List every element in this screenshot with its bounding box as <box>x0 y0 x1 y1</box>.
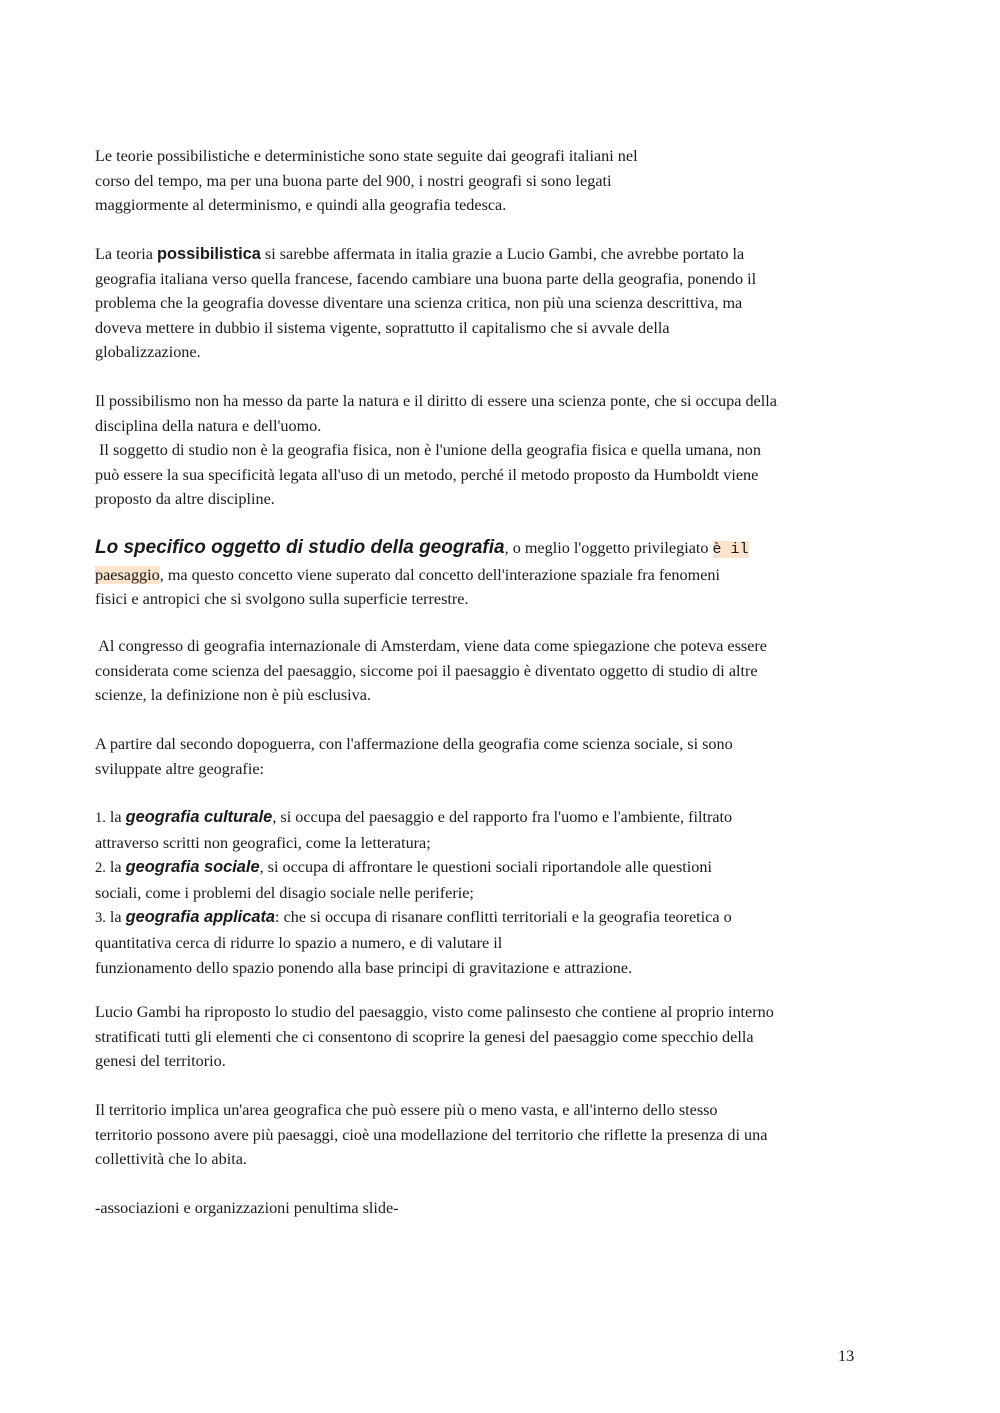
paragraph-teorie <box>95 144 885 218</box>
text-line: funzionamento dello spazio ponendo alla base principi di gravitazione e attrazione. <box>95 958 633 977</box>
text-line: sociali, come i problemi del disagio sociale nelle periferie; <box>95 883 474 902</box>
list-number: 2. <box>95 860 106 877</box>
text-line: corso del tempo, ma per una buona parte del 900, i nostri geografi si sono legati <box>95 171 612 190</box>
text-run: : che si occupa di risanare conflitti territoriali e la geografia teoretica o <box>275 908 732 927</box>
text-line: disciplina della natura e dell'uomo. <box>95 416 322 435</box>
text-line: può essere la sua specificità legata all'uso di un metodo, perché il metodo proposto da Humboldt viene <box>95 465 759 484</box>
paragraph-possibilismo <box>95 389 885 512</box>
text-line: geografia italiana verso quella francese, facendo cambiare una buona parte della geografia, ponendo il <box>95 269 757 288</box>
text-line: Lucio Gambi ha riproposto lo studio del paesaggio, visto come palinsesto che contiene al proprio interno <box>95 1003 774 1021</box>
text-run: , o meglio l'oggetto privilegiato <box>504 539 713 557</box>
page-number: 13 <box>838 1347 855 1365</box>
text-line: -associazioni e organizzazioni penultima slide- <box>95 1199 399 1217</box>
text-line: Al congresso di geografia internazionale di Amsterdam, viene data come spiegazione che poteva essere <box>95 637 767 655</box>
text-run: la <box>105 808 126 826</box>
keyword-geografia-sociale: geografia sociale <box>125 858 260 877</box>
list-item <box>95 855 885 881</box>
geografie-list <box>95 805 885 980</box>
list-item <box>95 805 885 831</box>
text-line: attraverso scritti non geografici, come la letteratura; <box>95 833 431 852</box>
text-run: La teoria <box>95 245 158 263</box>
paragraph-congresso <box>95 634 885 708</box>
text-line: A partire dal secondo dopoguerra, con l'affermazione della geografia come scienza sociale, si sono <box>95 735 733 753</box>
paragraph-territorio <box>95 1098 885 1172</box>
highlighted-text: paesaggio <box>95 565 160 584</box>
section-heading: Lo specifico oggetto di studio della geografia <box>95 537 505 558</box>
paragraph-note <box>95 1196 885 1221</box>
text-line: Il territorio implica un'area geografica che può essere più o meno vasta, e all'interno dello stesso <box>95 1101 718 1119</box>
highlighted-text: è il <box>712 541 749 558</box>
text-line: doveva mettere in dubbio il sistema vigente, soprattutto il capitalismo che si avvale della <box>95 318 670 337</box>
list-number: 3. <box>95 910 106 927</box>
keyword-geografia-applicata: geografia applicata <box>125 908 276 927</box>
paragraph-dopoguerra <box>95 732 885 781</box>
text-line <box>95 563 885 588</box>
text-line: stratificati tutti gli elementi che ci consentono di scoprire la genesi del paesaggio come specchio della <box>95 1027 754 1046</box>
text-line <box>95 242 885 267</box>
text-line: fisici e antropici che si svolgono sulla superficie terrestre. <box>95 590 469 609</box>
text-line: territorio possono avere più paesaggi, cioè una modellazione del territorio che riflette la presenza di una <box>95 1125 768 1144</box>
list-item <box>95 905 885 931</box>
text-line: genesi del territorio. <box>95 1052 226 1071</box>
text-line: collettività che lo abita. <box>95 1150 247 1169</box>
text-line: considerata come scienza del paesaggio, siccome poi il paesaggio è diventato oggetto di studio di altre <box>95 661 758 680</box>
text-run: la <box>105 908 126 927</box>
text-run: , ma questo concetto viene superato dal concetto dell'interazione spaziale fra fenomeni <box>159 565 720 584</box>
paragraph-oggetto-studio <box>95 536 885 612</box>
text-line: quantitativa cerca di ridurre lo spazio a numero, e di valutare il <box>95 933 503 952</box>
list-number: 1. <box>95 810 106 826</box>
text-run: si sarebbe affermata in italia grazie a Lucio Gambi, che avrebbe portato la <box>260 245 745 263</box>
text-line: scienze, la definizione non è più esclusiva. <box>95 686 371 705</box>
text-run: , si occupa del paesaggio e del rapporto fra l'uomo e l'ambiente, filtrato <box>272 808 733 826</box>
text-line: proposto da altre discipline. <box>95 490 275 509</box>
text-line: maggiormente al determinismo, e quindi alla geografia tedesca. <box>95 196 507 215</box>
text-line: Il soggetto di studio non è la geografia fisica, non è l'unione della geografia fisica e quella umana, non <box>95 441 761 460</box>
text-line: Le teorie possibilistiche e deterministiche sono state seguite dai geografi italiani nel <box>95 147 638 165</box>
text-line <box>95 536 885 563</box>
keyword-geografia-culturale: geografia culturale <box>125 808 273 826</box>
paragraph-gambi <box>95 1000 885 1074</box>
text-line: sviluppate altre geografie: <box>95 759 264 778</box>
text-run: , si occupa di affrontare le questioni sociali riportandole alle questioni <box>259 858 712 877</box>
text-line: problema che la geografia dovesse diventare una scienza critica, non più una scienza descrittiva, ma <box>95 294 743 313</box>
text-line: globalizzazione. <box>95 343 201 362</box>
text-line: Il possibilismo non ha messo da parte la natura e il diritto di essere una scienza ponte, che si occupa della <box>95 392 777 410</box>
text-run: la <box>105 858 126 877</box>
keyword-possibilistica: possibilistica <box>157 245 261 263</box>
paragraph-possibilistica <box>95 242 885 365</box>
